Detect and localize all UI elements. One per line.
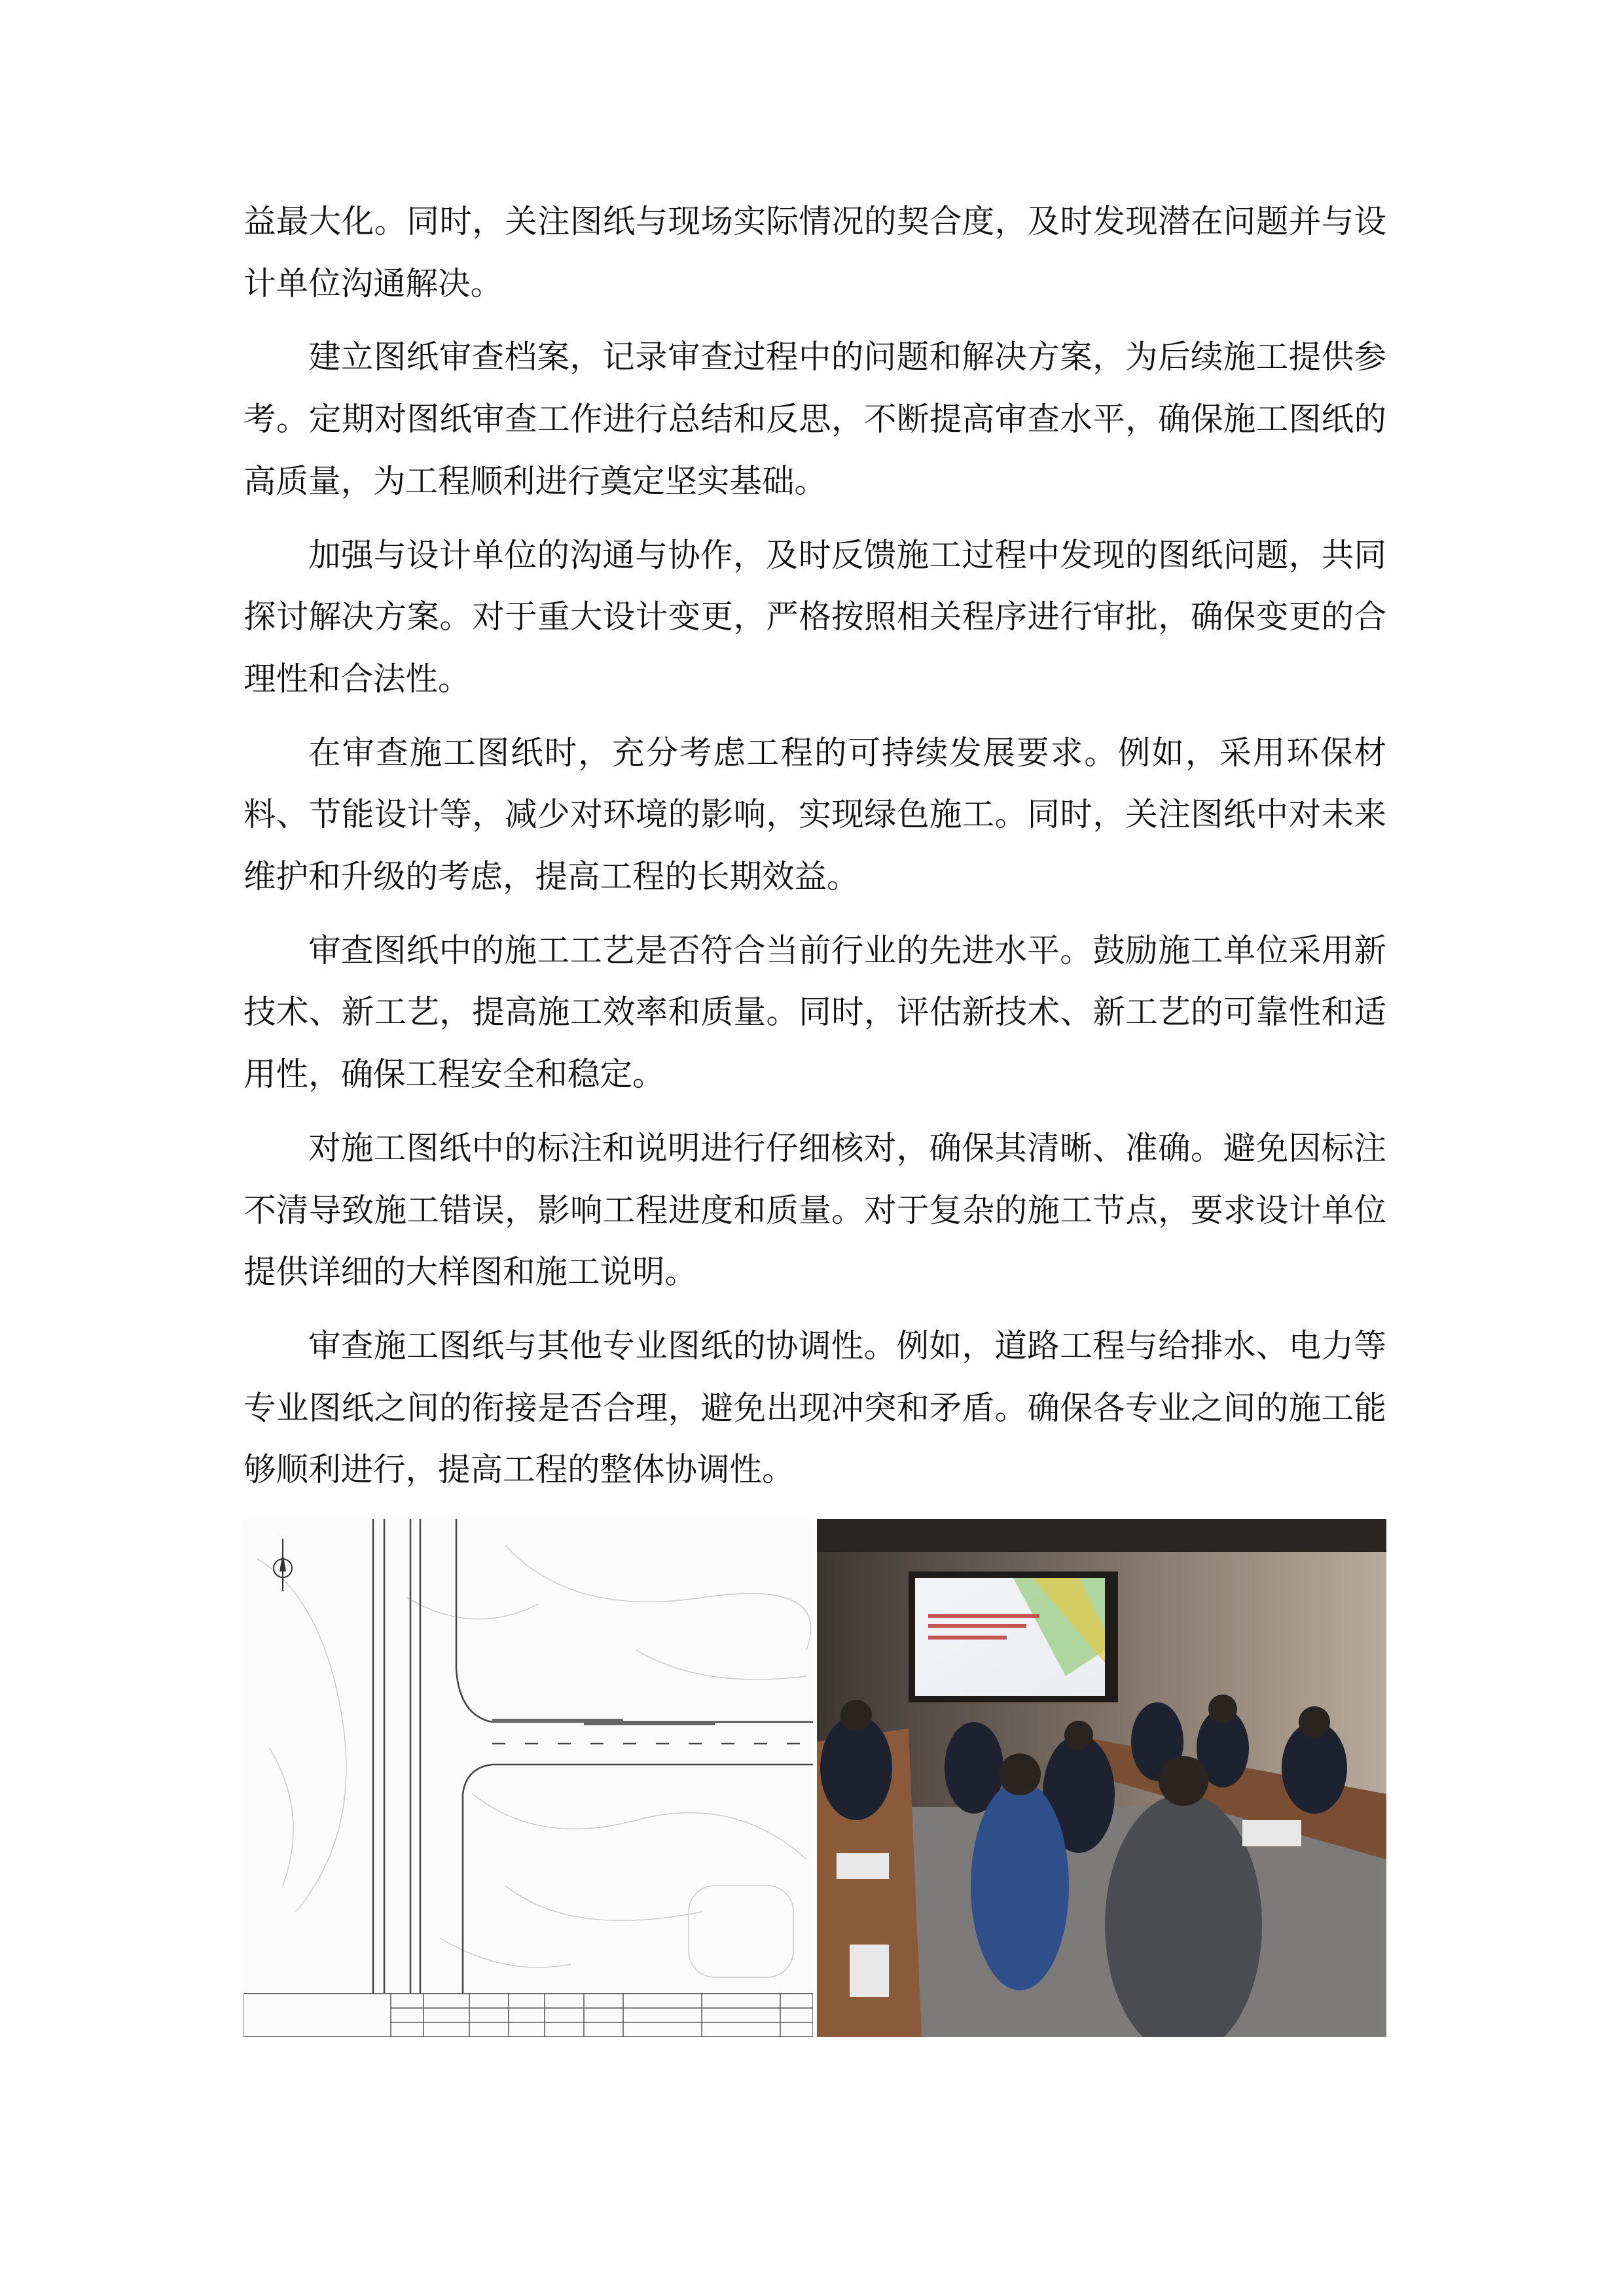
paragraph-6: 对施工图纸中的标注和说明进行仔细核对，确保其清晰、准确。避免因标注不清导致施工错误，影响工程进度和质量。对于复杂的施工节点，要求设计单位提供详细的大样图和施工说明。 bbox=[244, 1128, 1386, 1291]
paragraph-3: 加强与设计单位的沟通与协作，及时反馈施工过程中发现的图纸问题，共同探讨解决方案。对于重大设计变更，严格按照相关程序进行审批，确保变更的合理性和合法性。 bbox=[244, 535, 1386, 698]
document-body bbox=[244, 190, 1386, 1513]
paragraph-5: 审查图纸中的施工工艺是否符合当前行业的先进水平。鼓励施工单位采用新技术、新工艺，提高施工效率和质量。同时，评估新技术、新工艺的可靠性和适用性，确保工程安全和稳定。 bbox=[244, 931, 1386, 1094]
road-plan-drawing bbox=[244, 1519, 813, 2037]
figure-row bbox=[244, 1519, 1386, 2037]
title-block bbox=[244, 1994, 813, 2037]
meeting-room-photo bbox=[817, 1519, 1386, 2037]
construction-drawing-image bbox=[244, 1519, 813, 2037]
paragraph-2: 建立图纸审查档案，记录审查过程中的问题和解决方案，为后续施工提供参考。定期对图纸审查工作进行总结和反思，不断提高审查水平，确保施工图纸的高质量，为工程顺利进行奠定坚实基础。 bbox=[244, 338, 1386, 500]
paragraph-1: 益最大化。同时，关注图纸与现场实际情况的契合度，及时发现潜在问题并与设计单位沟通解决。 bbox=[244, 202, 1386, 302]
paragraph-7: 审查施工图纸与其他专业图纸的协调性。例如，道路工程与给排水、电力等专业图纸之间的衔接是否合理，避免出现冲突和矛盾。确保各专业之间的施工能够顺利进行，提高工程的整体协调性。 bbox=[244, 1326, 1386, 1489]
meeting-photo-image bbox=[817, 1519, 1386, 2037]
paragraph-4: 在审查施工图纸时，充分考虑工程的可持续发展要求。例如，采用环保材料、节能设计等，减少对环境的影响，实现绿色施工。同时，关注图纸中对未来维护和升级的考虑，提高工程的长期效益。 bbox=[244, 733, 1386, 896]
north-arrow-icon bbox=[274, 1539, 292, 1591]
